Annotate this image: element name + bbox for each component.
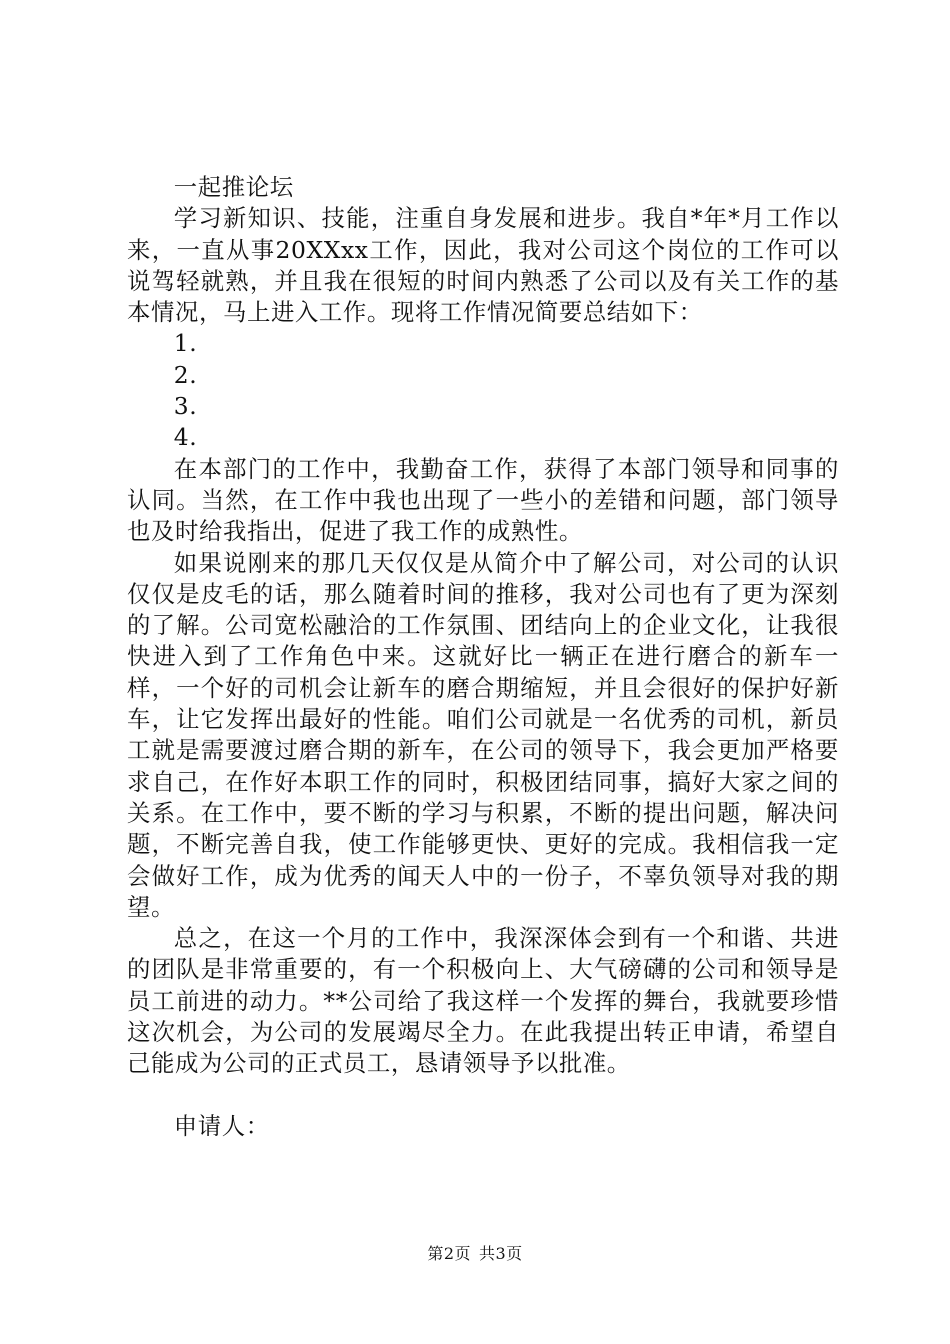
page-number-total: 共3页 — [479, 1244, 523, 1263]
document-body — [127, 172, 839, 1142]
list-item: 4. — [173, 423, 198, 452]
page-footer — [0, 1244, 950, 1264]
list-item: 2. — [173, 360, 198, 389]
paragraph-company-understanding: 如果说刚来的那几天仅仅是从简介中了解公司，对公司的认识仅仅是皮毛的话，那么随着时间的推移，我对公司也有了更为深刻的了解。公司宽松融洽的工作氛围、团结向上的企业文化，让我很快进入到了工作角色中来。这就好比一辆正在进行磨合的新车一样，一个好的司机会让新车的磨合期缩短，并且会很好的保护好新车，让它发挥出最好的性能。咱们公司就是一名优秀的司机，新员工就是需要渡过磨合期的新车，在公司的领导下，我会更加严格要求自己，在作好本职工作的同时，积极团结同事，搞好大家之间的关系。在工作中，要不断的学习与积累，不断的提出问题，解决问题，不断完善自我，使工作能够更快、更好的完成。我相信我一定会做好工作，成为优秀的闻天人中的一份子，不辜负领导对我的期望。 — [127, 548, 839, 921]
list-item: 3. — [173, 392, 198, 421]
signature-label: 申请人： — [173, 1111, 270, 1140]
page-number-current: 第2页 — [427, 1244, 471, 1263]
paragraph-conclusion: 总之，在这一个月的工作中，我深深体会到有一个和谐、共进的团队是非常重要的，有一个积极向上、大气磅礴的公司和领导是员工前进的动力。**公司给了我这样一个发挥的舞台，我就要珍惜这次机会，为公司的发展竭尽全力。在此我提出转正申请，希望自己能成为公司的正式员工，恳请领导予以批准。 — [127, 924, 839, 1078]
intro-paragraph: 学习新知识、技能，注重自身发展和进步。我自*年*月工作以来，一直从事20XXxx工作，因此，我对公司这个岗位的工作可以说驾轻就熟，并且我在很短的时间内熟悉了公司以及有关工作的基本情况，马上进入工作。现将工作情况简要总结如下： — [127, 204, 839, 327]
heading-line: 一起推论坛 — [173, 173, 294, 201]
list-item: 1. — [173, 329, 198, 358]
paragraph-work-recognition: 在本部门的工作中，我勤奋工作，获得了本部门领导和同事的认同。当然，在工作中我也出现了一些小的差错和问题，部门领导也及时给我指出，促进了我工作的成熟性。 — [127, 454, 839, 546]
